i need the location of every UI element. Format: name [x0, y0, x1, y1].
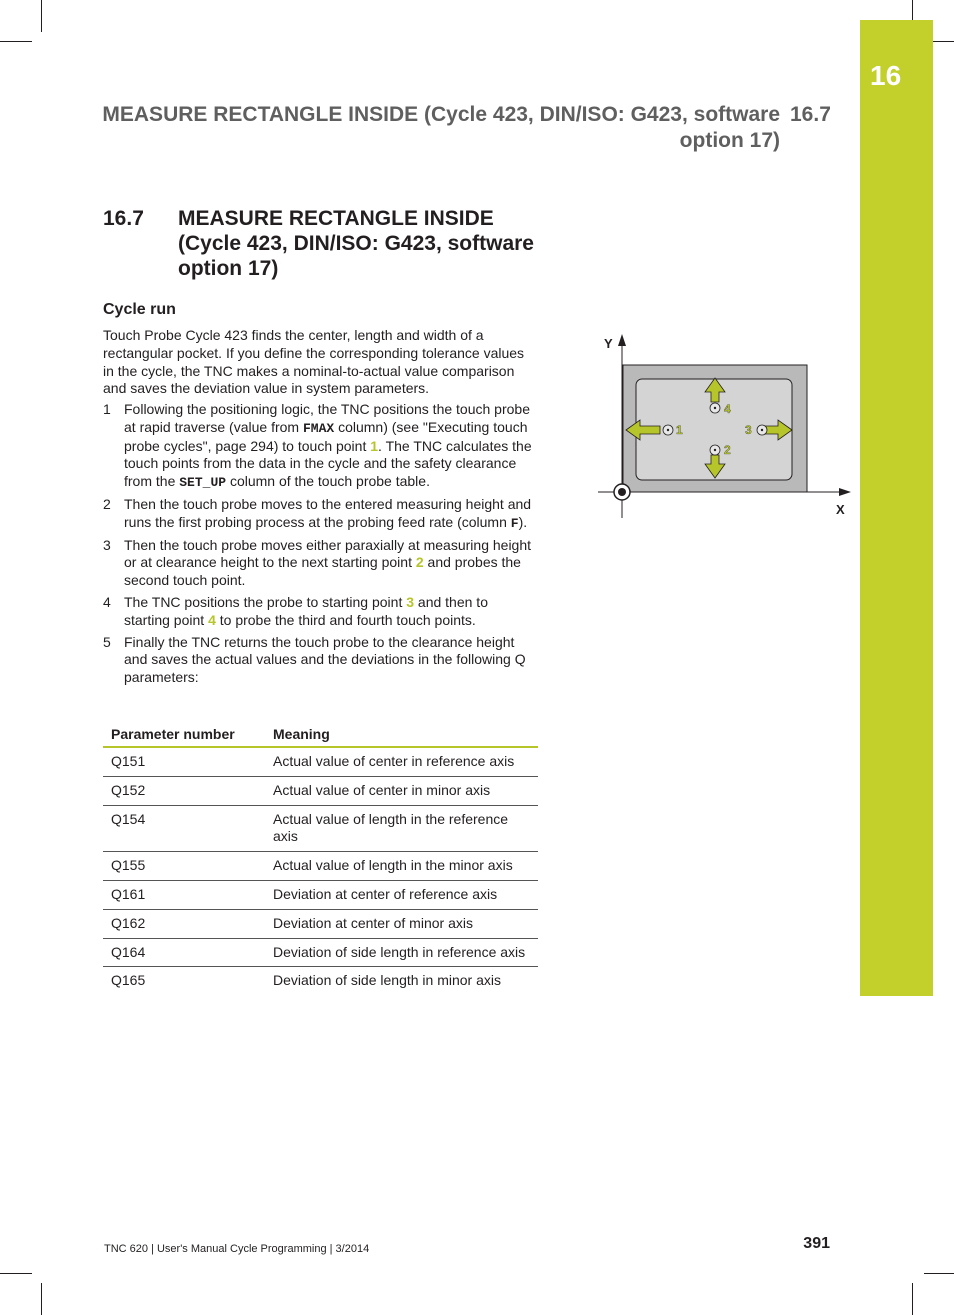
- point-ref: 1: [370, 437, 379, 454]
- step-item: [103, 401, 535, 492]
- section-number: 16.7: [103, 207, 144, 230]
- touch-point-4-dot-icon: [714, 407, 716, 409]
- param-number: Q165: [111, 972, 146, 989]
- probe-diagram: [590, 330, 855, 520]
- footer-text: TNC 620 | User's Manual Cycle Programming | 3/2014: [104, 1243, 370, 1255]
- running-head-title: MEASURE RECTANGLE INSIDE (Cycle 423, DIN/ISO: G423, software option 17): [102, 103, 780, 152]
- param-number: Q164: [103, 938, 265, 967]
- step-list: [103, 401, 535, 691]
- table-row: [103, 909, 538, 938]
- table-header-row: [103, 723, 538, 747]
- keyword: SET_UP: [179, 475, 227, 491]
- chapter-number: 16: [870, 60, 902, 91]
- param-number: Q162: [103, 909, 265, 938]
- table-row: [103, 805, 538, 852]
- crop-mark: [41, 0, 42, 32]
- step-item: [103, 537, 535, 590]
- step-text: column) (see "Executing touch probe cycles", page 294) to touch point: [124, 418, 528, 454]
- param-meaning: Deviation at center of minor axis: [265, 909, 538, 938]
- touch-point-1-dot-icon: [667, 429, 669, 431]
- crop-mark: [912, 1283, 913, 1315]
- table-row: [103, 880, 538, 909]
- parameter-table: [103, 723, 538, 995]
- point-label-1: 1: [676, 423, 683, 437]
- keyword: FMAX: [302, 420, 335, 436]
- subheading: Cycle run: [103, 301, 176, 318]
- step-text: Then the touch probe moves to the entered measuring height and runs the first probing process at the probing feed rate (column: [124, 495, 532, 530]
- point-label-4: 4: [724, 402, 731, 416]
- param-number: Q152: [103, 776, 265, 805]
- page-number: 391: [803, 1235, 830, 1252]
- step-number: 2: [103, 495, 111, 512]
- step-text: Finally the TNC returns the touch probe to the clearance height and saves the actual values and the deviations in the following Q parameters:: [124, 633, 526, 686]
- step-item: [103, 496, 535, 533]
- step-text: Following the positioning logic, the TNC positions the touch probe at rapid traverse (value from: [124, 401, 530, 435]
- point-label-2: 2: [724, 443, 731, 457]
- crop-mark: [0, 1273, 32, 1274]
- step-text: The TNC positions the probe to starting point: [124, 593, 407, 610]
- column-header: Parameter number: [103, 723, 265, 747]
- step-text: and then to starting point: [124, 593, 488, 628]
- step-number: 3: [103, 536, 111, 553]
- param-meaning: Deviation of side length in minor axis: [273, 972, 502, 989]
- param-meaning: Deviation at center of reference axis: [265, 880, 538, 909]
- step-text: to probe the third and fourth touch points.: [215, 611, 476, 628]
- step-item: [103, 634, 535, 687]
- table-row: [103, 852, 538, 881]
- touch-point-3-dot-icon: [761, 429, 763, 431]
- point-ref: 2: [415, 554, 424, 571]
- table-row: [103, 747, 538, 776]
- keyword: F: [510, 515, 519, 531]
- point-ref: 3: [406, 593, 415, 610]
- y-axis-arrow-icon: [618, 334, 626, 346]
- param-meaning: Actual value of length in the reference axis: [265, 805, 538, 852]
- crop-mark: [912, 0, 913, 20]
- step-text: . The TNC calculates the touch points from the data in the cycle and the safety clearance from the: [124, 437, 532, 490]
- param-number: Q155: [103, 852, 265, 881]
- step-text: ).: [518, 513, 528, 530]
- param-number: Q154: [103, 805, 265, 852]
- step-text: Then the touch probe moves either paraxially at measuring height or at clearance height to the next starting point: [124, 536, 532, 571]
- section-title: MEASURE RECTANGLE INSIDE (Cycle 423, DIN/ISO: G423, software option 17): [178, 207, 534, 280]
- step-text: column of the touch probe table.: [226, 473, 430, 490]
- crop-mark: [41, 1283, 42, 1315]
- step-number: 4: [103, 593, 111, 610]
- table-row: [103, 967, 538, 995]
- param-meaning: Actual value of center in minor axis: [265, 776, 538, 805]
- step-number: 5: [103, 633, 111, 650]
- param-number: Q151: [103, 747, 265, 776]
- intro-paragraph: Touch Probe Cycle 423 finds the center, length and width of a rectangular pocket. If you define the corresponding tolerance values in the cycle, the TNC makes a nominal-to-actual value comparison and saves the deviation value in system parameters.: [103, 327, 525, 397]
- point-label-3: 3: [745, 423, 752, 437]
- crop-mark: [0, 41, 32, 42]
- x-axis-label: X: [836, 502, 845, 517]
- step-text: and probes the second touch point.: [124, 554, 521, 589]
- running-head-section: 16.7: [790, 103, 831, 126]
- param-meaning: Actual value of center in reference axis: [265, 747, 538, 776]
- param-meaning: Actual value of length in the minor axis: [265, 852, 538, 881]
- origin-center-icon: [618, 488, 626, 496]
- y-axis-label: Y: [604, 336, 613, 351]
- column-header: Meaning: [265, 723, 538, 747]
- point-ref: 4: [208, 611, 216, 628]
- crop-mark: [924, 1273, 954, 1274]
- step-item: [103, 594, 535, 630]
- x-axis-arrow-icon: [839, 488, 851, 496]
- chapter-tab: [860, 20, 933, 996]
- step-number: 1: [103, 401, 111, 417]
- param-meaning: Deviation of side length in reference axis: [265, 938, 538, 967]
- param-number: Q161: [103, 880, 265, 909]
- table-row: [103, 938, 538, 967]
- table-row: [103, 776, 538, 805]
- touch-point-2-dot-icon: [714, 449, 716, 451]
